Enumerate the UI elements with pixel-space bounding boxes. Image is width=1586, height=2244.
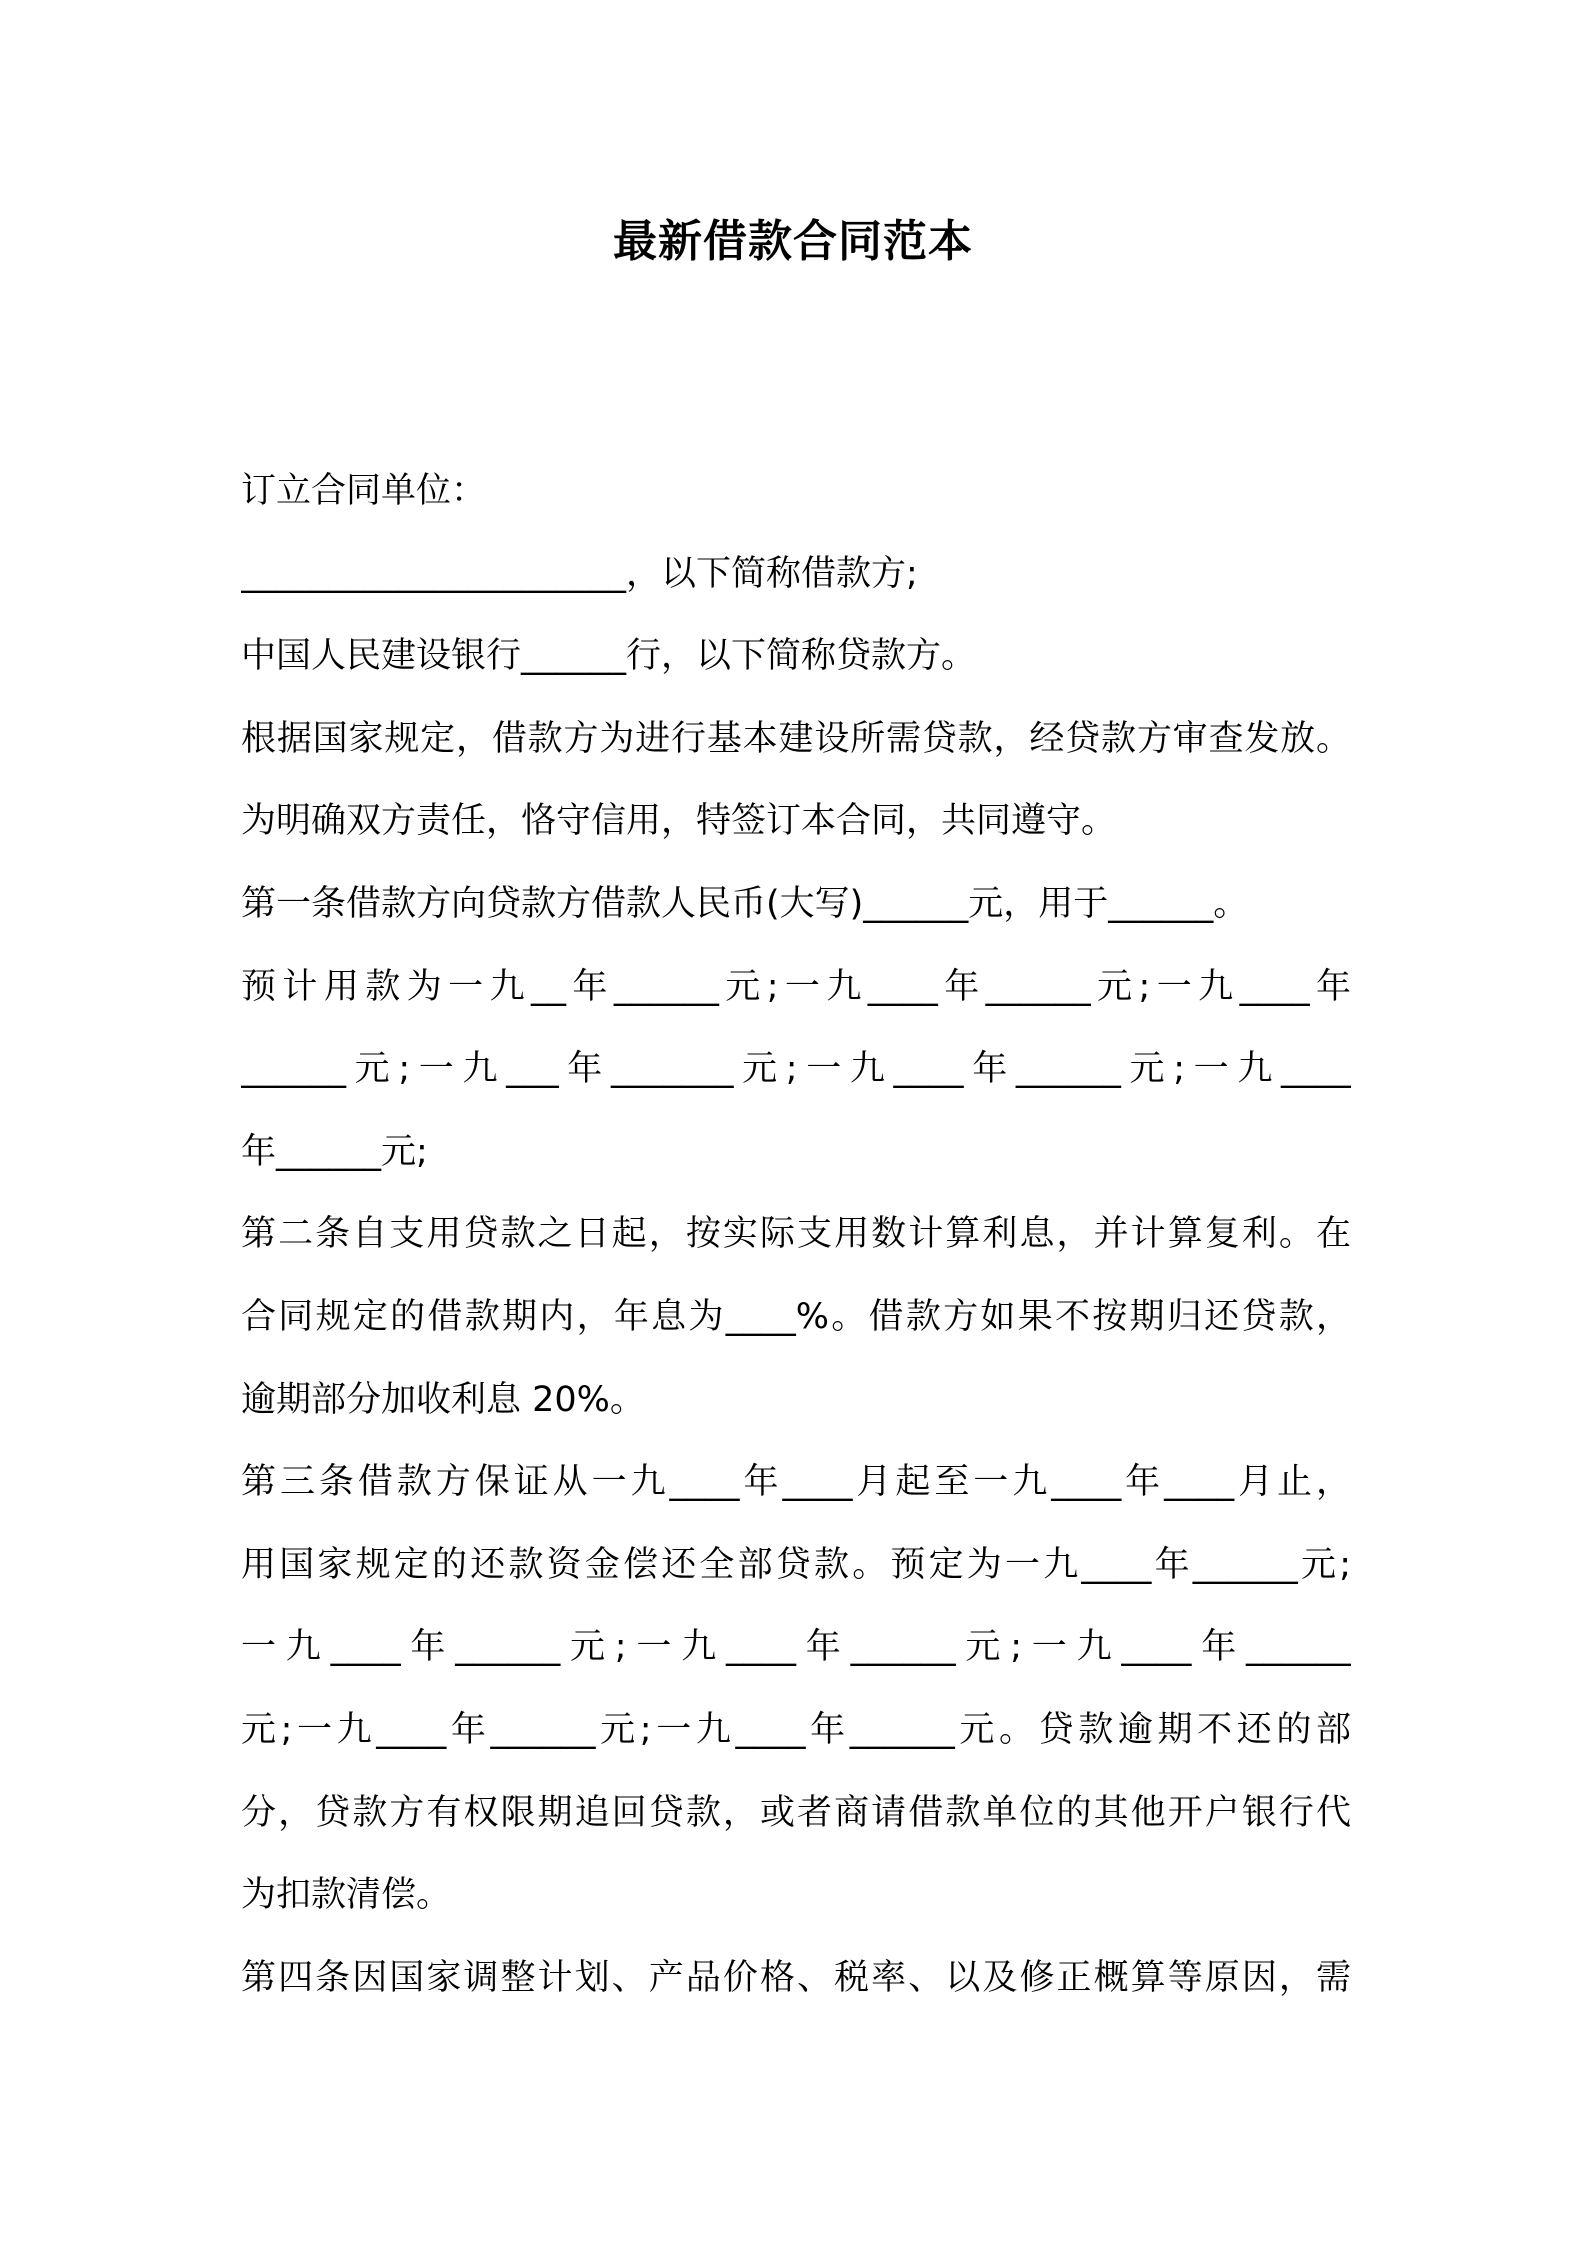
text-line: 第三条借款方保证从一九____年____月起至一九____年____月止， [241,1462,1351,1503]
text-line: 第一条借款方向贷款方借款人民币(大写)______元，用于______。 [241,883,1249,924]
text-line: 逾期部分加收利息 20%。 [241,1379,645,1420]
text-line: ______________________，以下简称借款方; [241,553,918,594]
text-line: 第四条因国家调整计划、产品价格、税率、以及修正概算等原因，需 [241,1957,1351,1998]
text-line: ______元;一九___年_______元;一九____年______元;一九____ [241,1049,1351,1090]
text-line: 用国家规定的还款资金偿还全部贷款。预定为一九____年______元; [241,1544,1351,1585]
document-title: 最新借款合同范本 [613,216,973,267]
text-line: 第二条自支用贷款之日起，按实际支用数计算利息，并计算复利。在 [241,1214,1351,1255]
text-line: 根据国家规定，借款方为进行基本建设所需贷款，经贷款方审查发放。 [241,718,1351,759]
text-line: 预计用款为一九__年______元;一九____年______元;一九____年 [241,966,1351,1007]
text-line: 元;一九____年______元;一九____年______元。贷款逾期不还的部 [241,1709,1351,1750]
text-line: 年______元; [241,1131,428,1172]
document-body [241,450,1351,2019]
text-line: 订立合同单位： [241,471,487,511]
text-line: 一九____年______元;一九____年______元;一九____年______ [241,1627,1351,1668]
text-line: 中国人民建设银行______行，以下简称贷款方。 [241,636,977,677]
text-line: 合同规定的借款期内，年息为____%。借款方如果不按期归还贷款， [241,1296,1351,1337]
text-line: 为扣款清偿。 [241,1875,452,1916]
text-line: 分，贷款方有权限期追回贷款，或者商请借款单位的其他开户银行代 [241,1792,1351,1833]
text-line: 为明确双方责任，恪守信用，特签订本合同，共同遵守。 [241,801,1117,842]
